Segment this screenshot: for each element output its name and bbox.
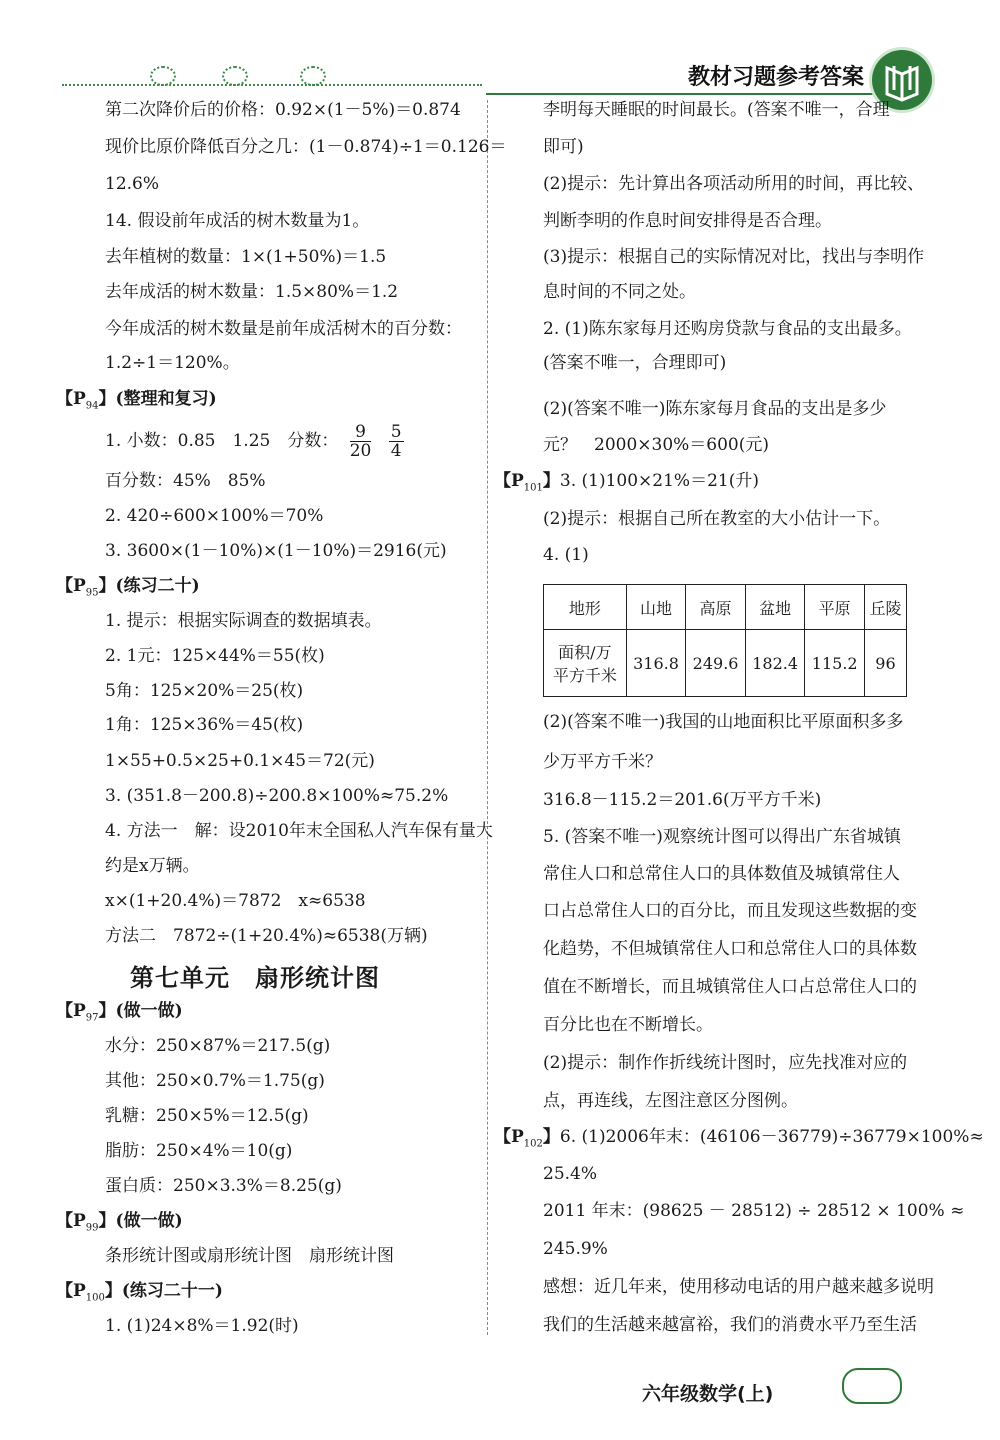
- text-line: 乳糖：250×5%＝12.5(g): [105, 1106, 309, 1126]
- text-line: 其他：250×0.7%＝1.75(g): [105, 1071, 325, 1091]
- text-line: (2)(答案不唯一)陈东家每月食品的支出是多少: [543, 399, 887, 419]
- unit-title: 第七单元 扇形统计图: [130, 964, 380, 992]
- text-line: 1.2÷1＝120%。: [105, 353, 240, 373]
- header-title: 教材习题参考答案: [688, 65, 865, 90]
- section-ref-p94: 【$P_{94}$】(整理和复习): [56, 389, 217, 412]
- text-line: 2011 年末：(98625 － 28512) ÷ 28512 × 100% ≈: [543, 1201, 965, 1221]
- text-line: 4. 方法一 解：设2010年末全国私人汽车保有量大: [105, 821, 493, 841]
- text-line: 化趋势，不但城镇常住人口和总常住人口的具体数: [543, 939, 917, 959]
- text-line: 25.4%: [543, 1164, 598, 1184]
- text-line: (3)提示：根据自己的实际情况对比，找出与李明作: [543, 247, 925, 267]
- text-line: 约是x万辆。: [105, 856, 200, 876]
- text-line: 1. 提示：根据实际调查的数据填表。: [105, 611, 382, 631]
- text-line: 1×55+0.5×25+0.1×45＝72(元): [105, 751, 375, 771]
- table-cell: 高原: [686, 585, 746, 630]
- page-number-badge: [842, 1368, 902, 1404]
- text-line: 元？ 2000×30%＝600(元): [543, 435, 770, 455]
- terrain-area-table: [543, 584, 907, 697]
- text-line: 百分数：45% 85%: [105, 471, 266, 491]
- text-line: 2. 1元：125×44%＝55(枚): [105, 646, 325, 666]
- table-row: [544, 630, 907, 697]
- decorative-dotted-line: [62, 84, 482, 86]
- text-line: 去年植树的数量：1×(1+50%)＝1.5: [105, 247, 387, 267]
- table-cell: 182.4: [745, 630, 805, 697]
- text-line: 316.8－115.2＝201.6(万平方千米): [543, 790, 822, 810]
- text-line: 感想：近几年来，使用移动电话的用户越来越多说明: [543, 1277, 934, 1297]
- table-cell: 平原: [805, 585, 865, 630]
- text-line: 12.6%: [105, 174, 160, 194]
- text-line: 即可): [543, 137, 584, 157]
- text-line: 3. 3600×(1－10%)×(1－10%)＝2916(元): [105, 541, 447, 561]
- decorative-loop: [150, 66, 176, 86]
- text-line: x×(1+20.4%)＝7872 x≈6538: [105, 891, 366, 911]
- text-line: 蛋白质：250×3.3%＝8.25(g): [105, 1176, 342, 1196]
- text-line: 3. (351.8－200.8)÷200.8×100%≈75.2%: [105, 786, 449, 806]
- text-line: 方法二 7872÷(1+20.4%)≈6538(万辆): [105, 926, 428, 946]
- table-header-row: [544, 585, 907, 630]
- table-cell: 316.8: [626, 630, 686, 697]
- fraction: $\frac{9}{20}$: [349, 422, 372, 461]
- text-line: (2)(答案不唯一)我国的山地面积比平原面积多多: [543, 712, 904, 732]
- text-line: 14. 假设前年成活的树木数量为1。: [105, 211, 370, 231]
- section-ref-p100: 【$P_{100}$】(练习二十一): [56, 1281, 223, 1304]
- text-line-with-ref: 【$P_{101}$】3. (1)100×21%＝21(升): [494, 471, 759, 494]
- text-line: 常住人口和总常住人口的具体数值及城镇常住人: [543, 864, 900, 884]
- table-cell: 249.6: [686, 630, 746, 697]
- text-line: 2. 420÷600×100%＝70%: [105, 506, 324, 526]
- text-line: 少万平方千米？: [543, 752, 662, 772]
- fraction-answer-line: 1. 小数：0.85 1.25 分数： $\frac{9}{20}$ $\frac{5}{4}$: [105, 422, 402, 461]
- text-line: 值在不断增长，而且城镇常住人口占总常住人口的: [543, 977, 917, 997]
- text-line: 口占总常住人口的百分比，而且发现这些数据的变: [543, 901, 917, 921]
- text-line: 2. (1)陈东家每月还购房贷款与食品的支出最多。: [543, 319, 912, 339]
- text-line: 5角：125×20%＝25(枚): [105, 681, 304, 701]
- table-cell: 盆地: [745, 585, 805, 630]
- text-line: (2)提示：制作作折线统计图时，应先找准对应的: [543, 1053, 908, 1073]
- footer-grade-label: 六年级数学(上): [642, 1383, 774, 1405]
- text-line: 现价比原价降低百分之几：(1－0.874)÷1＝0.126＝: [105, 137, 507, 157]
- text-line: (2)提示：根据自己所在教室的大小估计一下。: [543, 509, 891, 529]
- table-cell: 115.2: [805, 630, 865, 697]
- text-line: 我们的生活越来越富裕，我们的消费水平乃至生活: [543, 1315, 917, 1335]
- text-line: 息时间的不同之处。: [543, 282, 696, 302]
- text-line: 李明每天睡眠的时间最长。(答案不唯一，合理: [543, 100, 890, 120]
- table-cell: 地形: [544, 585, 627, 630]
- header-rule: [486, 93, 876, 95]
- section-ref-p97: 【$P_{97}$】(做一做): [56, 1001, 183, 1024]
- table-cell: 96: [864, 630, 906, 697]
- text-line-with-ref: 【$P_{102}$】6. (1)2006年末：(46106－36779)÷36779×100%≈: [494, 1127, 984, 1150]
- decorative-loop: [300, 66, 326, 86]
- text-line: 条形统计图或扇形统计图 扇形统计图: [105, 1246, 394, 1266]
- text-line: 1角：125×36%＝45(枚): [105, 715, 304, 735]
- section-ref-p95: 【$P_{95}$】(练习二十): [56, 576, 200, 599]
- text-line: 点，再连线，左图注意区分图例。: [543, 1091, 798, 1111]
- text-line: 百分比也在不断增长。: [543, 1015, 713, 1035]
- text-line: 1. (1)24×8%＝1.92(时): [105, 1316, 299, 1336]
- text-line: 245.9%: [543, 1239, 608, 1259]
- text-line: 5. (答案不唯一)观察统计图可以得出广东省城镇: [543, 827, 901, 847]
- table-cell: 丘陵: [864, 585, 906, 630]
- text-line: 第二次降价后的价格：0.92×(1－5%)＝0.874: [105, 100, 461, 120]
- text-line: (答案不唯一，合理即可): [543, 353, 727, 373]
- section-ref-p99: 【$P_{99}$】(做一做): [56, 1211, 183, 1234]
- table-cell: 山地: [626, 585, 686, 630]
- page-header: [0, 0, 1000, 100]
- text-line: 判断李明的作息时间安排得是否合理。: [543, 211, 832, 231]
- text-line: (2)提示：先计算出各项活动所用的时间，再比较、: [543, 174, 925, 194]
- text-line: 脂肪：250×4%＝10(g): [105, 1141, 293, 1161]
- table-row-label: 面积/万 平方千米: [544, 630, 627, 697]
- fraction: $\frac{5}{4}$: [390, 422, 402, 461]
- text-line: 水分：250×87%＝217.5(g): [105, 1036, 331, 1056]
- text-line: 4. (1): [543, 545, 589, 565]
- text-line: 去年成活的树木数量：1.5×80%＝1.2: [105, 282, 399, 302]
- decorative-loop: [222, 66, 248, 86]
- column-divider: [487, 100, 488, 1335]
- text-line: 今年成活的树木数量是前年成活树木的百分数：: [105, 319, 462, 339]
